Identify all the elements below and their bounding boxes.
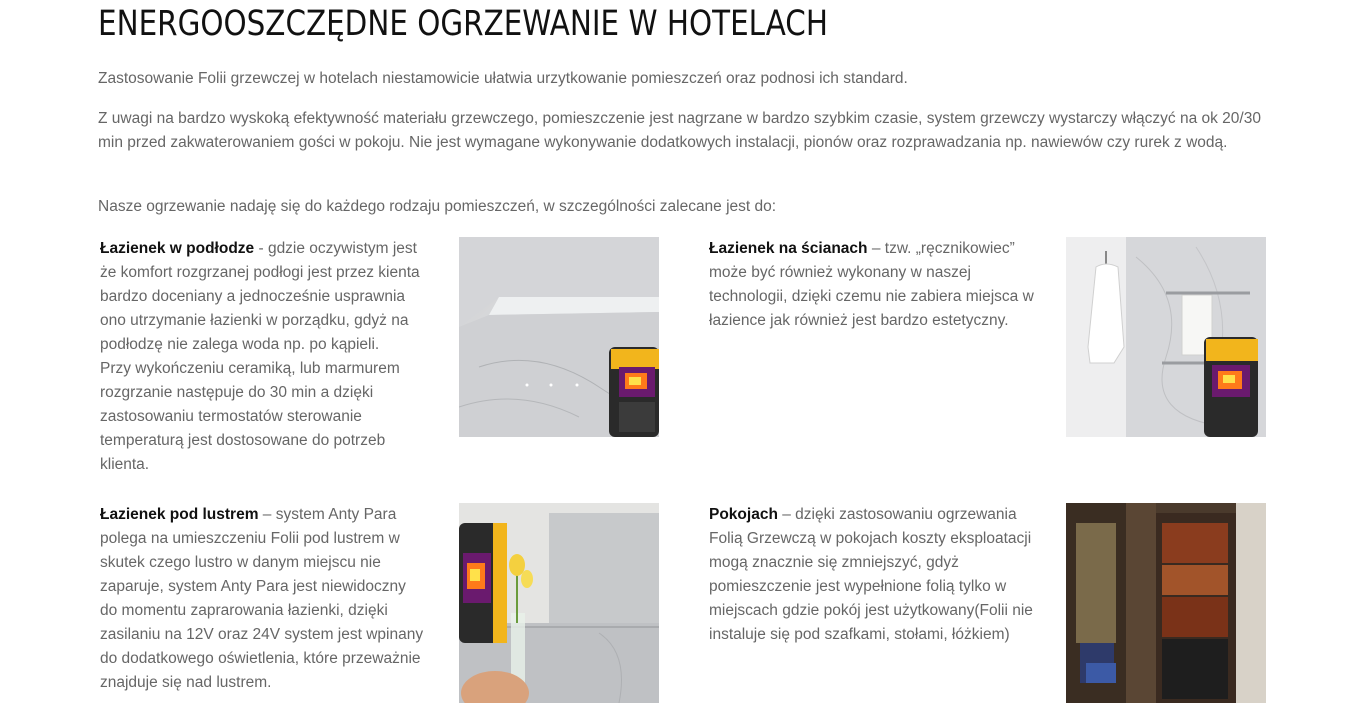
bathroom-floor-thermal-photo [459, 237, 659, 437]
feature-description: – tzw. „ręcznikowiec” może być również wykonany w naszej technologii, dzięki czemu nie zabiera miejsca w łazience jak również jest bardzo estetyczny. [709, 240, 1034, 329]
feature-heading: Łazienek na ścianach [709, 240, 868, 257]
feature-rooms [709, 503, 1034, 647]
feature-description: - gdzie oczywistym jest że komfort rozgrzanej podłogi jest przez kienta bardzo doceniany a jednocześnie usprawnia ono utrzymanie łazienki w porządku, gdyż na podłodzę nie zalega woda np. po kąpieli. [100, 240, 420, 353]
feature-description-extra: Przy wykończeniu ceramiką, lub marmurem rozgrzanie następuje do 30 min a dzięki zastosowaniu termostatów sterowanie temperaturą jest dostosowane do potrzeb klienta. [100, 360, 400, 473]
intro-paragraph-1: Zastosowanie Folii grzewczej w hotelach niestamowicie ułatwia urzytkowanie pomieszczeń oraz podnosi ich standard. [98, 70, 908, 87]
intro-paragraph-2: Z uwagi na bardzo wyskoką efektywność materiału grzewczego, pomieszczenie jest nagrzane w bardzo szybkim czasie, system grzewczy wystarczy włączyć na ok 20/30 min przed zakwaterowaniem gości w pokoju. Nie jest wymagane wykonywanie dodatkowych instalacji, pionów oraz rozprawadzania np. nawiewów czy rurek z wodą. [98, 110, 1261, 151]
feature-bathroom-wall [709, 237, 1034, 333]
intro-paragraph-3: Nasze ogrzewanie nadaję się do każdego rodzaju pomieszczeń, w szczególności zalecane jest do: [98, 198, 777, 215]
feature-heading: Pokojach [709, 506, 778, 523]
page-title: ENERGOOSZCZĘDNE OGRZEWANIE W HOTELACH [98, 4, 828, 44]
mirror-thermal-photo [459, 503, 659, 703]
feature-bathroom-floor [100, 237, 425, 477]
feature-heading: Łazienek w podłodze [100, 240, 255, 257]
feature-bathroom-mirror [100, 503, 425, 695]
towel-wall-thermal-photo [1066, 237, 1266, 437]
feature-heading: Łazienek pod lustrem [100, 506, 259, 523]
feature-description: – dzięki zastosowaniu ogrzewania Folią Grzewczą w pokojach koszty eksploatacji mogą znacznie się zmniejszyć, gdyż pomieszczenie jest wypełnione folią tylko w miejscach gdzie pokój jest użytkowany(Folii nie instaluje się pod szafkami, stołami, łóżkiem) [709, 506, 1033, 643]
feature-description: – system Anty Para polega na umieszczeniu Folii pod lustrem w skutek czego lustro w danym miejscu nie zaparuje, system Anty Para jest niewidoczny do momentu zaprarowania łazienki, dzięki zasilaniu na 12V oraz 24V system jest wpinany do dodatkowego oświetlenia, które przeważnie znajduje się nad lustrem. [100, 506, 424, 691]
room-heating-photo [1066, 503, 1266, 703]
